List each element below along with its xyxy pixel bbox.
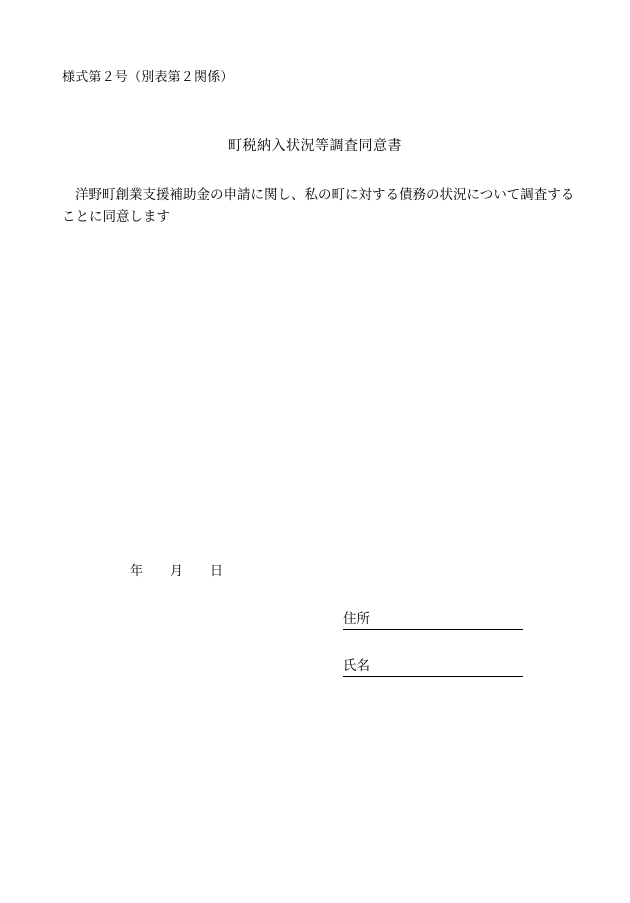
document-title: 町税納入状況等調査同意書 xyxy=(228,138,402,154)
name-label: 氏名 xyxy=(343,657,370,677)
consent-statement xyxy=(62,184,578,228)
address-label: 住所 xyxy=(343,610,370,630)
date-month-label: 月 xyxy=(170,564,184,579)
date-year-label: 年 xyxy=(130,564,144,579)
consent-statement-line-1: 洋野町創業支援補助金の申請に関し、私の町に対する債務の状況について調査する xyxy=(75,187,575,203)
form-number: 様式第２号（別表第２関係） xyxy=(62,70,234,85)
address-blank-line[interactable] xyxy=(370,610,523,630)
consent-statement-line-2: ことに同意します xyxy=(62,209,170,225)
name-blank-line[interactable] xyxy=(370,657,523,677)
date-field xyxy=(0,560,630,580)
address-field xyxy=(343,610,523,630)
date-day-label: 日 xyxy=(210,564,224,579)
name-field xyxy=(343,657,523,677)
